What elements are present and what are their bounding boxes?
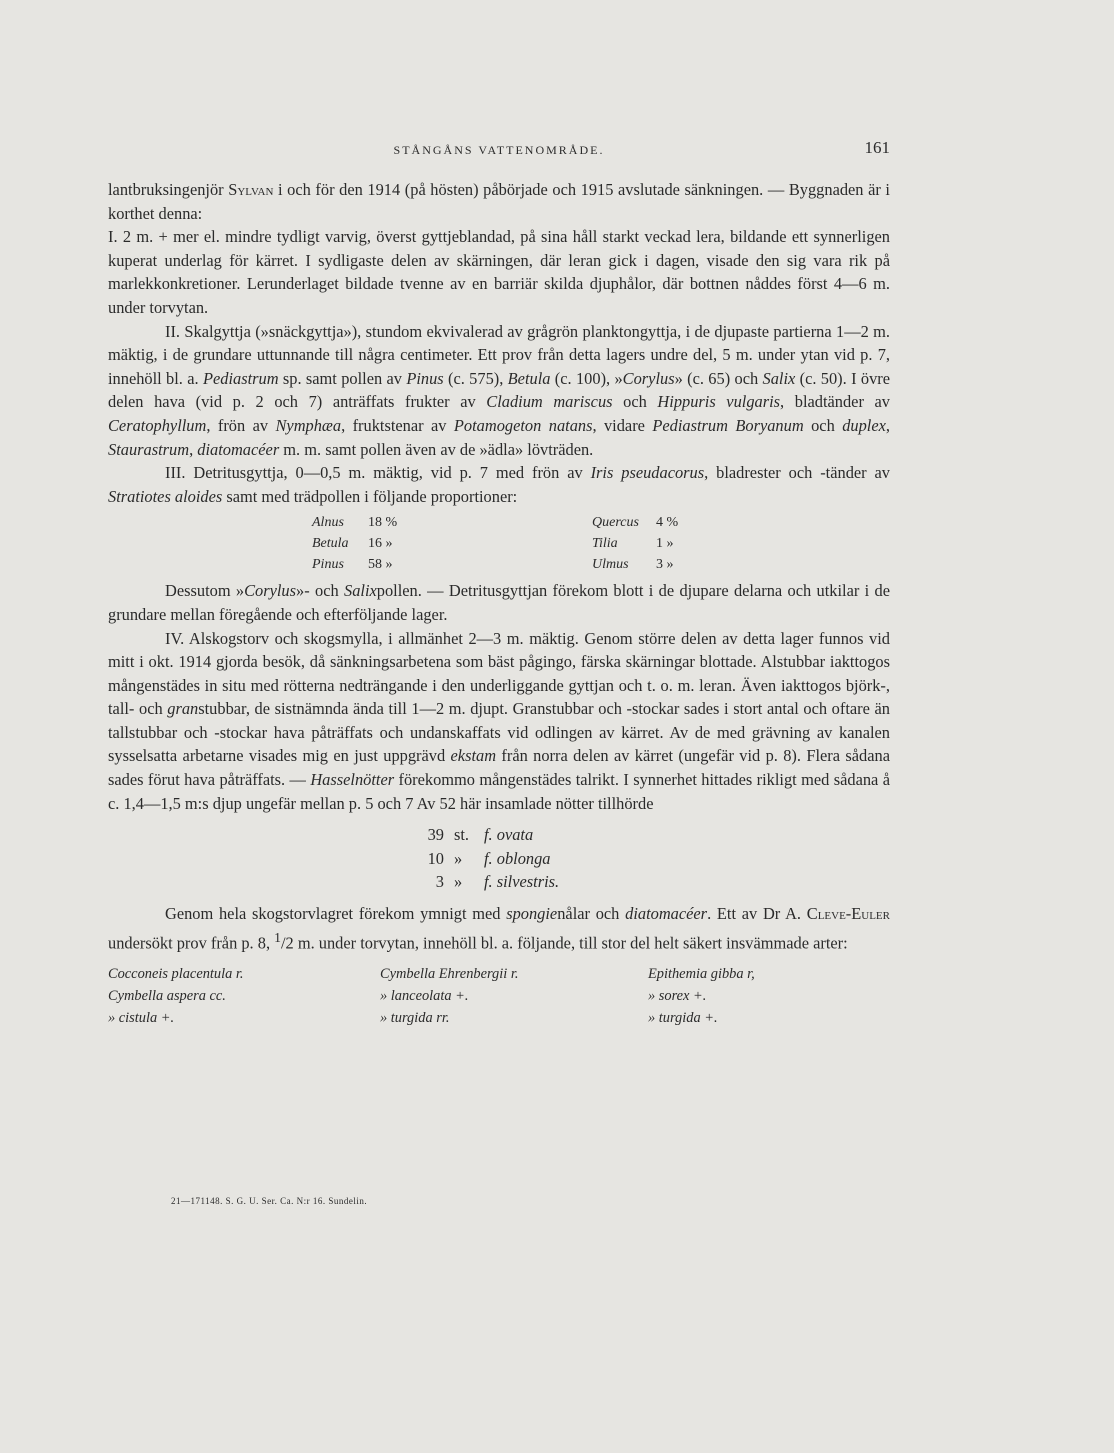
nut-row: 10 » f. oblonga: [427, 848, 551, 868]
species-row: Cymbella aspera cc. » lanceolata +. » sorex +.: [108, 987, 707, 1004]
author-name: Sylvan: [228, 180, 274, 199]
final-paragraph: Genom hela skogstorvlagret förekom ymnigt med spongienålar och diatomacéer. Ett av Dr A. Cleve-Euler undersökt prov från p. 8, $^1$/2 m. under torvytan, innehöll bl. a. följande, till stor del helt säkert insvämmade arter:: [108, 904, 890, 953]
pollen-row: Alnus 18 % Quercus 4 %: [312, 515, 679, 531]
layer-2-paragraph: II. Skalgyttja (»snäckgyttja»), stundom ekvivalerad av grågrön planktongyttja, i de djupaste partierna 1—2 m. mäktig, i de grundare uttunnande till några centimeter. Ett prov från detta lagers undre del, 5 m. under ytan vid p. 7, innehöll bl. a. Pediastrum sp. samt pollen av Pinus (c. 575), Betula (c. 100), »Corylus» (c. 65) och Salix (c. 50). I övre delen hava (vid p. 2 och 7) anträffats frukter av Cladium mariscus och Hippuris vulgaris, bladtänder av Ceratophyllum, frön av Nymphæa, fruktstenar av Potamogeton natans, vidare Pediastrum Boryanum och duplex, Staurastrum, diatomacéer m. m. samt pollen även av de »ädla» lövträden.: [108, 321, 891, 459]
body-text: [108, 178, 890, 1029]
layer-3-paragraph: III. Detritusgyttja, 0—0,5 m. mäktig, vid p. 7 med frön av Iris pseudacorus, bladrester och -tänder av Stratiotes aloides samt med trädpollen i följande proportioner:: [108, 463, 890, 506]
pollen-row: Betula 16 » Tilia 1 »: [312, 536, 674, 552]
after-table-paragraph: Dessutom »Corylus»- och Salixpollen. — Detritusgyttjan förekom blott i de djupare delarna och utkilar i de grundare mellan föregående och efterföljande lager.: [108, 581, 890, 624]
layer-4-paragraph: IV. Alskogstorv och skogsmylla, i allmänhet 2—3 m. mäktig. Genom större delen av detta lager funnos vid mitt i okt. 1914 gjorda besök, då sänkningsarbetena som bäst pågingo, färska skärningar blottade. Alstubbar iakttogos mångenstädes in situ med rötterna nedträngande i den underliggande gyttjan och t. o. m. leran. Även iakttogos björk-, tall- och granstubbar, de sistnämnda ända till 1—2 m. djupt. Granstubbar och -stockar sades i stort antal och oftare än tallstubbar och -stockar hava påträffats och undanskaffats vid odlingen av kärret. Av de med grävning av kanalen sysselsatta arbetarne visades mig en just uppgrävd ekstam från norra delen av kärret (ungefär vid p. 8). Flera sådana sades förut hava påträffats. — Hasselnötter förekommo mångenstädes talrikt. I synnerhet hittades rikligt med sådana å c. 1,4—1,5 m:s djup ungefär mellan p. 5 och 7 Av 52 här insamlade nötter tillhörde: [108, 628, 890, 813]
header-title: STÅNGÅNS VATTENOMRÅDE.: [393, 143, 605, 157]
nut-row: 3 » f. silvestris.: [435, 872, 560, 892]
layer-1-paragraph: I. 2 m. + mer el. mindre tydligt varvig, överst gyttjeblandad, på sina håll starkt veckad lera, bildande ett synnerligen kuperat underlag för kärret. I sydligaste delen av skärningen, där leran gick i dagen, visade den sig vara rik på marlekkonkretioner. Lerunderlaget bildade tvenne av en barriär skilda djuphålor, där bottnen nåddes först 4—6 m. under torvytan.: [108, 227, 890, 317]
pollen-table: [108, 511, 890, 574]
nut-list: [108, 823, 890, 894]
nut-row: 39 st. f. ovata: [427, 825, 534, 845]
species-list: [108, 963, 890, 1029]
species-row: » cistula +. » turgida rr. » turgida +.: [108, 1009, 718, 1026]
page-number: 161: [864, 138, 890, 157]
running-header: [108, 138, 890, 162]
intro-paragraph: lantbruksingenjör Sylvan i och för den 1914 (på hösten) påbörjade och 1915 avslutade sänkningen. — Byggnaden är i korthet denna:: [108, 180, 890, 223]
printer-footer: 21—171148. S. G. U. Ser. Ca. N:r 16. Sundelin.: [171, 1196, 368, 1206]
species-row: Cocconeis placentula r. Cymbella Ehrenbergii r. Epithemia gibba r,: [108, 965, 755, 982]
pollen-row: Pinus 58 » Ulmus 3 »: [312, 557, 674, 573]
author-name: Cleve-Euler: [806, 904, 890, 924]
